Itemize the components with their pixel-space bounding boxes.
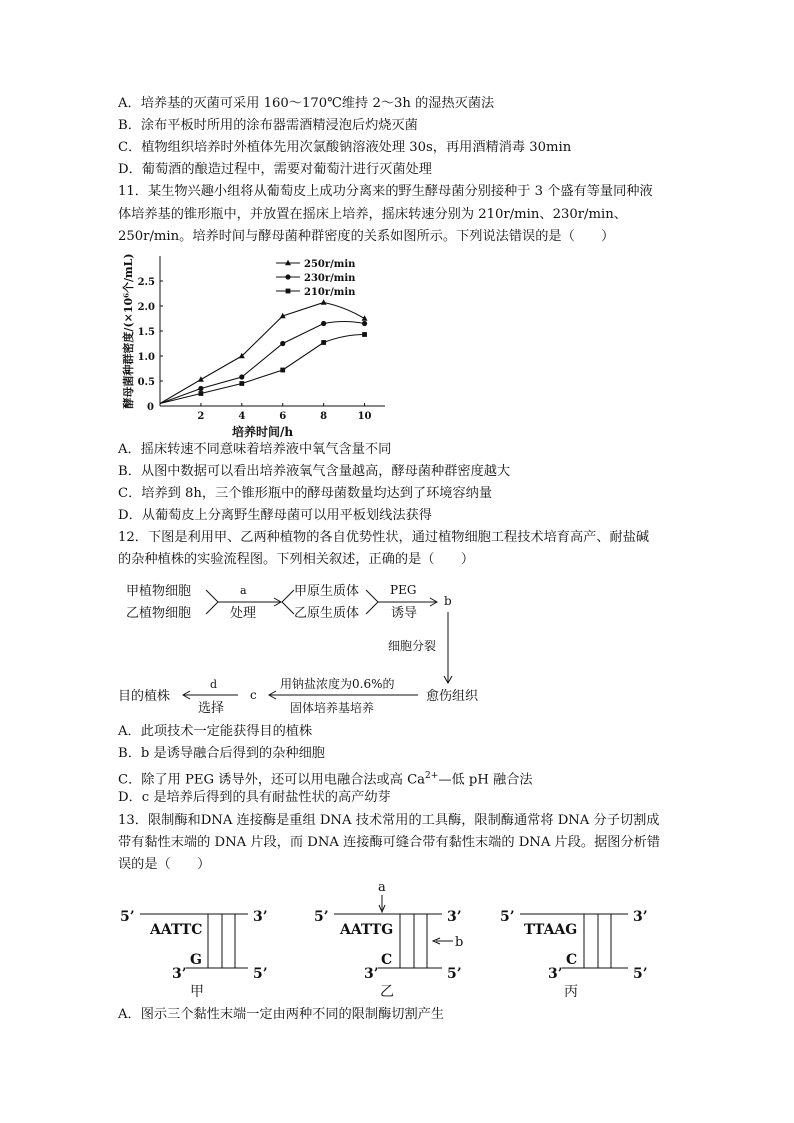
sticky-ends-figure <box>118 876 678 1006</box>
q11-stem-line2: 体培养基的锥形瓶中，并放置在摇床上培养，摇床转速分别为 210r/min、230r/min、 <box>118 207 627 222</box>
chart-point-210r/min <box>321 340 326 345</box>
yi-3prime-bottom: 3’ <box>364 966 379 982</box>
chart-legend-label-230r/min: 230r/min <box>304 273 356 284</box>
chart-y-tick-label: 2.5 <box>137 277 155 288</box>
chart-point-210r/min <box>280 368 285 373</box>
jia-5prime-top: 5’ <box>120 909 135 925</box>
yi-label: 乙 <box>380 984 394 1000</box>
flow-label-c: c <box>250 688 257 702</box>
q12-option-c-text: C．除了用 PEG 诱导外，还可以用电融合法或高 Ca <box>118 772 426 788</box>
q12-stem-line1: 12．下图是利用甲、乙两种植物的各自优势性状，通过植物细胞工程技术培育高产、耐盐碱 <box>118 530 650 545</box>
chart-y-tick-label: 2.0 <box>137 302 155 313</box>
chart-x-tick-label: 6 <box>279 411 287 422</box>
yi-5prime-bottom: 5’ <box>447 966 462 982</box>
chart-y-tick-label: 0.5 <box>137 377 155 388</box>
jia-3prime-top: 3’ <box>253 909 268 925</box>
bing-bottom-sequence: C <box>566 952 578 968</box>
q13-option-a: A．图示三个黏性末端一定由两种不同的限制酶切割产生 <box>118 1007 445 1022</box>
q13-stem-line3: 误的是（ ） <box>118 857 211 872</box>
chart-point-230r/min <box>321 321 326 326</box>
q12-stem-line2: 的杂种植株的实验流程图。下列相关叙述，正确的是（ ） <box>118 552 475 567</box>
q11-option-b: B．从图中数据可以看出培养液氧气含量越高，酵母菌种群密度越大 <box>118 464 511 479</box>
q12-option-a: A．此项技术一定能获得目的植株 <box>118 724 313 739</box>
flow-split-bracket <box>282 590 294 614</box>
flow-merge-bracket <box>206 590 218 614</box>
chart-legend-label-210r/min: 210r/min <box>304 287 356 298</box>
bing-5prime-top: 5’ <box>500 909 515 925</box>
flow-jia-cell: 甲植物细胞 <box>126 584 192 599</box>
flow-label-a: a <box>240 584 247 597</box>
flow-label-select: 选择 <box>198 701 225 716</box>
jia-label: 甲 <box>190 984 204 1000</box>
dna-fragment-jia <box>120 909 268 1000</box>
flow-callus: 愈伤组织 <box>426 689 479 704</box>
chart-point-230r/min <box>198 386 203 391</box>
dna-fragment-bing <box>500 909 648 1000</box>
jia-top-sequence: AATTC <box>150 922 203 938</box>
q11-option-a: A．摇床转速不同意味着培养液中氧气含量不同 <box>118 442 392 457</box>
chart-x-tick-label: 8 <box>320 411 328 422</box>
flow-label-b: b <box>444 594 452 608</box>
yeast-density-chart <box>118 250 398 440</box>
chart-y-axis-label: 酵母菌种群密度/(×10⁶个/mL) <box>122 253 135 409</box>
flow-label-peg: PEG <box>390 583 417 597</box>
q10-option-c: C．植物组织培养时外植体先用次氯酸钠溶液处理 30s，再用酒精消毒 30min <box>118 140 572 155</box>
q13-stem-line2: 带有黏性末端的 DNA 片段，而 DNA 连接酶可缝合带有黏性末端的 DNA 片段。据图分析错 <box>118 835 661 850</box>
flow-medium-line1: 用钠盐浓度为0.6%的 <box>280 677 395 691</box>
chart-series-line-230r/min <box>160 322 365 404</box>
flow-label-division: 细胞分裂 <box>388 639 437 653</box>
q11-stem-line1: 11．某生物兴趣小组将从葡萄皮上成功分离来的野生酵母菌分别接种于 3 个盛有等量同种液 <box>118 184 653 199</box>
q11-stem-line3: 250r/min。培养时间与酵母菌种群密度的关系如图所示。下列说法错误的是（ ） <box>118 229 615 244</box>
chart-series-line-250r/min <box>160 303 365 404</box>
yi-label-a: a <box>378 880 386 895</box>
flow-jia-proto: 甲原生质体 <box>294 584 360 599</box>
yi-label-b: b <box>455 935 464 950</box>
jia-3prime-bottom: 3’ <box>172 966 187 982</box>
q12-option-c-superscript: 2+ <box>425 771 439 781</box>
chart-x-axis-label: 培养时间/h <box>231 425 294 439</box>
flow-medium-line2: 固体培养基培养 <box>290 701 375 715</box>
chart-legend-marker-210r/min <box>286 289 291 294</box>
chart-origin-label: 0 <box>147 402 154 413</box>
chart-point-210r/min <box>362 332 367 337</box>
q12-option-c-text-end: —低 pH 融合法 <box>438 772 533 788</box>
dna-fragment-yi <box>314 880 463 1000</box>
q11-option-d: D．从葡萄皮上分离野生酵母菌可以用平板划线法获得 <box>118 508 432 523</box>
chart-point-250r/min <box>362 315 368 320</box>
chart-y-tick-label: 1.5 <box>137 327 155 338</box>
chart-legend-label-250r/min: 250r/min <box>304 259 356 270</box>
bing-3prime-bottom: 3’ <box>548 966 563 982</box>
chart-point-230r/min <box>280 341 285 346</box>
q10-option-d: D．葡萄酒的酿造过程中，需要对葡萄汁进行灭菌处理 <box>118 162 432 177</box>
yi-3prime-top: 3’ <box>447 909 462 925</box>
q12-option-b: B．b 是诱导融合后得到的杂种细胞 <box>118 746 325 761</box>
bing-label: 丙 <box>564 984 578 1000</box>
yi-top-sequence: AATTG <box>340 922 394 938</box>
chart-point-230r/min <box>362 321 367 326</box>
flow-label-induce: 诱导 <box>391 606 418 621</box>
q12-option-c <box>118 767 533 789</box>
chart-point-250r/min <box>321 299 327 304</box>
jia-bottom-sequence: G <box>190 952 202 968</box>
chart-x-tick-label: 10 <box>357 411 372 422</box>
yi-5prime-top: 5’ <box>314 909 329 925</box>
flow-merge-bracket-2 <box>366 590 378 614</box>
chart-legend-marker-230r/min <box>285 274 290 279</box>
chart-y-tick-label: 1.0 <box>137 352 155 363</box>
chart-point-230r/min <box>239 374 244 379</box>
q12-option-d: D．c 是培养后得到的具有耐盐性状的高产幼芽 <box>118 790 391 805</box>
cell-fusion-flowchart <box>118 572 498 722</box>
flow-target-plant: 目的植株 <box>118 689 171 704</box>
q11-option-c: C．培养到 8h，三个锥形瓶中的酵母菌数量均达到了环境容纳量 <box>118 486 493 501</box>
chart-point-210r/min <box>199 391 204 396</box>
chart-point-210r/min <box>239 381 244 386</box>
flow-label-d: d <box>210 678 218 691</box>
flow-label-process: 处理 <box>230 606 257 621</box>
flow-yi-proto: 乙原生质体 <box>294 606 360 621</box>
jia-5prime-bottom: 5’ <box>253 966 268 982</box>
bing-3prime-top: 3’ <box>633 909 648 925</box>
chart-x-tick-label: 2 <box>197 411 205 422</box>
q10-option-a: A．培养基的灭菌可采用 160～170℃维持 2～3h 的湿热灭菌法 <box>118 96 495 111</box>
bing-5prime-bottom: 5’ <box>633 966 648 982</box>
yi-bottom-sequence: C <box>381 952 393 968</box>
q13-stem-line1: 13．限制酶和DNA 连接酶是重组 DNA 技术常用的工具酶，限制酶通常将 DNA 分子切割成 <box>118 813 660 828</box>
flow-yi-cell: 乙植物细胞 <box>126 606 192 621</box>
q10-option-b: B．涂布平板时所用的涂布器需酒精浸泡后灼烧灭菌 <box>118 118 418 133</box>
chart-series-line-210r/min <box>160 335 365 404</box>
chart-point-250r/min <box>198 376 204 381</box>
bing-top-sequence: TTAAG <box>524 922 578 938</box>
chart-x-tick-label: 4 <box>238 411 246 422</box>
